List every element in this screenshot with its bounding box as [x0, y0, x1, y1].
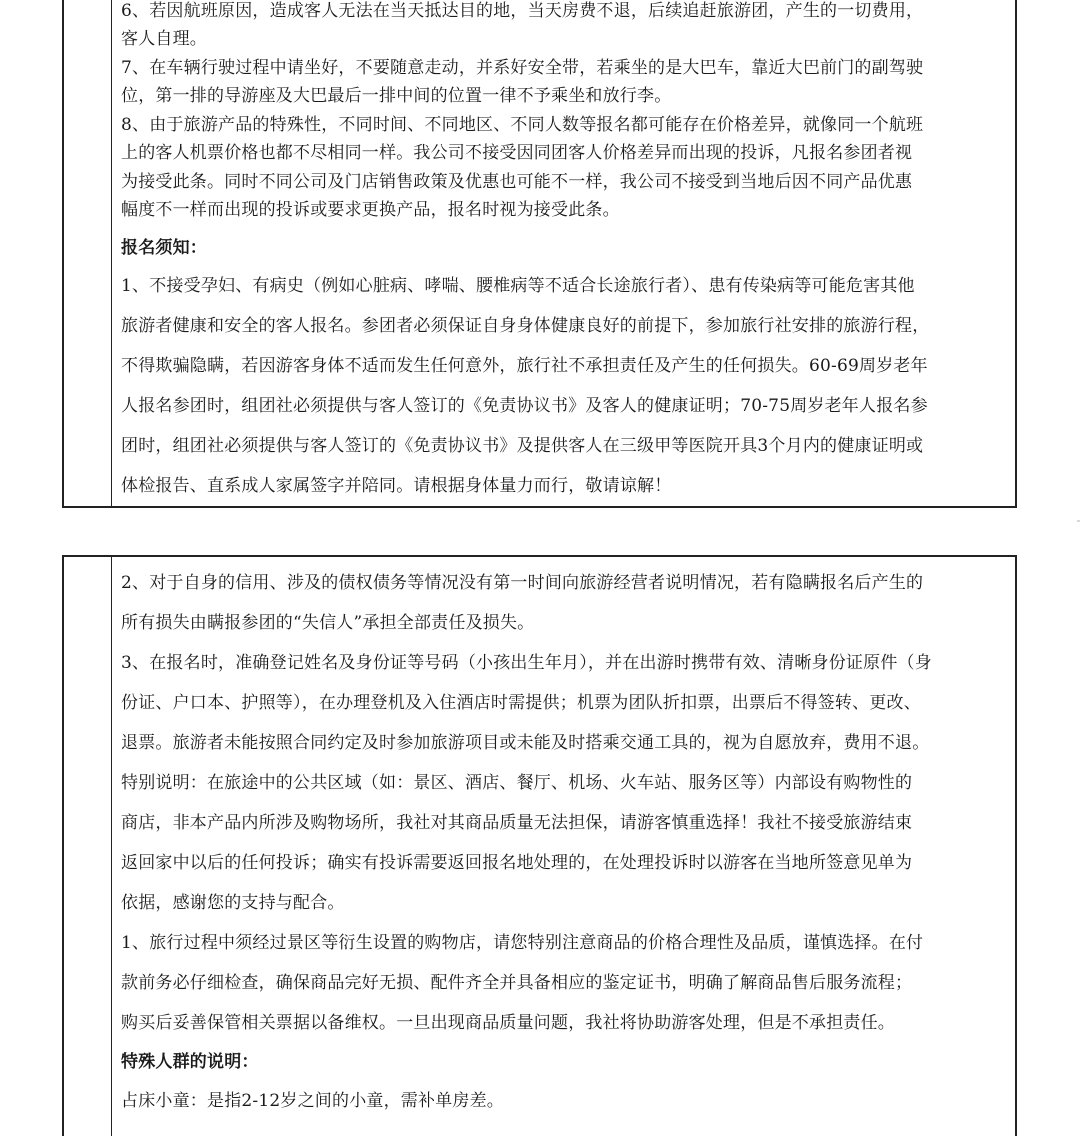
text-line: 6、若因航班原因，造成客人无法在当天抵达目的地，当天房费不退，后续追赶旅游团，产生的一切费用， [121, 1, 924, 21]
text-line: 1、不接受孕妇、有病史（例如心脏病、哮喘、腰椎病等不适合长途旅行者）、患有传染病等可能危害其他 [121, 276, 915, 296]
table-block-lower [62, 555, 1017, 1136]
text-line: 客人自理。 [121, 29, 207, 49]
text-line: 1、旅行过程中须经过景区等衍生设置的购物店，请您特别注意商品的价格合理性及品质，谨慎选择。在付 [121, 933, 924, 953]
block-content-upper [121, 0, 1005, 496]
text-line: 旅游者健康和安全的客人报名。参团者必须保证自身身体健康良好的前提下，参加旅行社安排的旅游行程， [121, 316, 930, 336]
block-content-lower [121, 557, 1005, 1111]
text-line: 8、由于旅游产品的特殊性，不同时间、不同地区、不同人数等报名都可能存在价格差异，就像同一个航班 [121, 115, 924, 135]
text-line: 占床小童：是指2-12岁之间的小童，需补单房差。 [121, 1091, 504, 1111]
text-line: 团时，组团社必须提供与客人签订的《免责协议书》及提供客人在三级甲等医院开具3个月内的健康证明或 [121, 436, 924, 456]
column-divider [111, 0, 112, 506]
text-line: 体检报告、直系成人家属签字并陪同。请根据身体量力而行，敬请谅解！ [121, 476, 672, 496]
column-divider [111, 557, 112, 1136]
text-line: 依据，感谢您的支持与配合。 [121, 893, 345, 913]
text-line: 3、在报名时，准确登记姓名及身份证等号码（小孩出生年月），并在出游时携带有效、清晰身份证原件（身 [121, 653, 932, 673]
text-line: 所有损失由瞒报参团的“失信人”承担全部责任及损失。 [121, 613, 535, 633]
text-line: 商店，非本产品内所涉及购物场所，我社对其商品质量无法担保，请游客慎重选择！我社不接受旅游结束 [121, 813, 913, 833]
text-line: 上的客人机票价格也都不尽相同一样。我公司不接受因同团客人价格差异而出现的投诉，凡报名参团者视 [121, 143, 913, 163]
text-line: 款前务必仔细检查，确保商品完好无损、配件齐全并具备相应的鉴定证书，明确了解商品售后服务流程； [121, 973, 913, 993]
text-line: 2、对于自身的信用、涉及的债权债务等情况没有第一时间向旅游经营者说明情况，若有隐瞒报名后产生的 [121, 573, 924, 593]
text-line: 7、在车辆行驶过程中请坐好，不要随意走动，并系好安全带，若乘坐的是大巴车，靠近大巴前门的副驾驶 [121, 58, 924, 78]
text-line: 为接受此条。同时不同公司及门店销售政策及优惠也可能不一样，我公司不接受到当地后因不同产品优惠 [121, 172, 913, 192]
section-heading-registration: 报名须知： [121, 238, 207, 258]
section-heading-special-groups: 特殊人群的说明： [121, 1052, 259, 1072]
text-line: 退票。旅游者未能按照合同约定及时参加旅游项目或未能及时搭乘交通工具的，视为自愿放弃，费用不退。 [121, 733, 930, 753]
text-line: 幅度不一样而出现的投诉或要求更换产品，报名时视为接受此条。 [121, 200, 620, 220]
text-line: 不得欺骗隐瞒，若因游客身体不适而发生任何意外，旅行社不承担责任及产生的任何损失。60-69周岁老年 [121, 356, 928, 376]
text-line: 返回家中以后的任何投诉；确实有投诉需要返回报名地处理的，在处理投诉时以游客在当地所签意见单为 [121, 853, 913, 873]
text-line: 购买后妥善保管相关票据以备维权。一旦出现商品质量问题，我社将协助游客处理，但是不承担责任。 [121, 1013, 895, 1033]
text-line: 人报名参团时，组团社必须提供与客人签订的《免责协议书》及客人的健康证明；70-75周岁老年人报名参 [121, 396, 928, 416]
table-block-upper [62, 0, 1017, 508]
text-line: 份证、户口本、护照等），在办理登机及入住酒店时需提供；机票为团队折扣票，出票后不得签转、更改、 [121, 693, 921, 713]
text-line: 位，第一排的导游座及大巴最后一排中间的位置一律不予乘坐和放行李。 [121, 86, 672, 106]
text-line: 特别说明：在旅途中的公共区域（如：景区、酒店、餐厅、机场、火车站、服务区等）内部设有购物性的 [121, 773, 913, 793]
